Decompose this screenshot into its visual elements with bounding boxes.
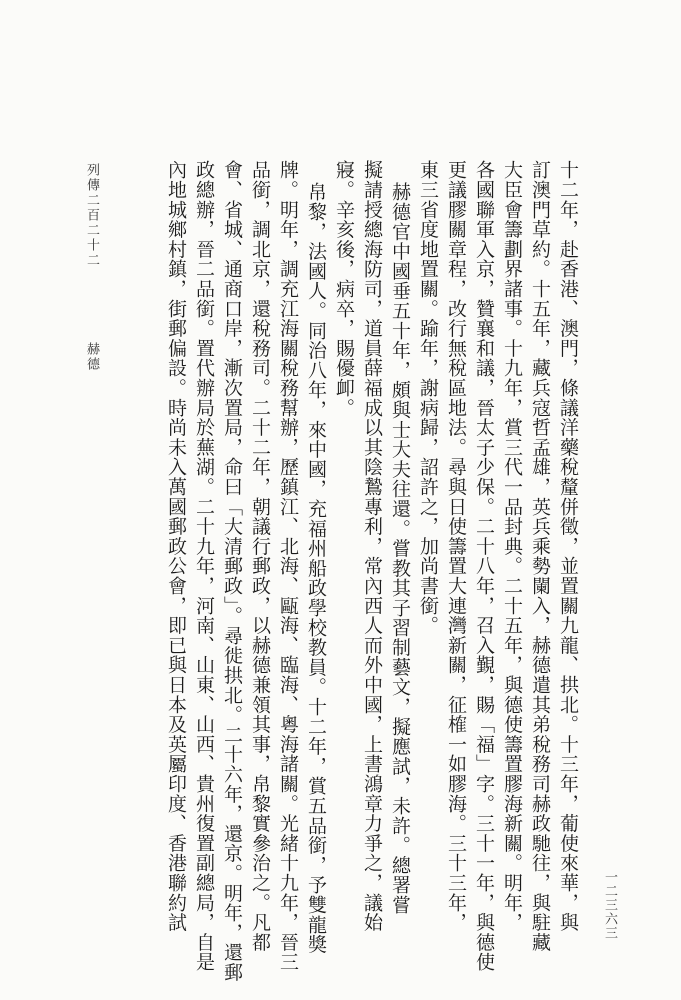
text-column-13: 會、省城、通商口岸，漸次置局，命曰「大清郵政」。尋徙拱北。二十六年，還京。明年，還郵 [221,160,243,983]
text-column-1: 十二年，赴香港、澳門，條議洋藥稅釐併徵，並置關九龍、拱北。十三年，葡使來華，與 [557,160,579,933]
text-column-10: 帛黎，法國人。同治八年，來中國，充福州船政學校教員。十二年，賞五品銜，予雙龍獎 [305,182,327,955]
text-column-4: 各國聯軍入京，贊襄和議，晉太子少保。二十八年，召入覲，賜「福」字。三十一年，與德使 [473,160,495,972]
text-column-15: 內地城鄉村鎮，街郵偏設。時尚未入萬國郵政公會，即已與日本及英屬印度、香港聯約試 [165,160,187,933]
text-column-12: 品銜，調北京，還稅務司。二十二年，朝議行郵政，以赫德兼領其事，帛黎實參治之。凡都 [249,160,271,952]
text-column-8: 擬請授總海防司，道員薛福成以其陰鷙專利，常內西人而外中國，上書鴻章力爭之，議始 [361,160,383,933]
running-head-person: 赫德 [84,342,99,372]
text-column-5: 更議膠關章程，改行無稅區地法。尋與日使籌置大連灣新關，征榷一如膠海。三十三年， [445,160,467,933]
text-column-2: 訂澳門草約。十五年，藏兵寇哲孟雄，英兵乘勢闌入，赫德遣其弟稅務司赫政馳往，與駐藏 [529,160,551,952]
text-column-14: 政總辦，晉二品銜。置代辦局於蕪湖。二十九年，河南、山東、山西、貴州復置副總局，自是 [193,160,215,972]
text-column-11: 牌。明年，調充江海關稅務幫辦，歷鎮江、北海、甌海、臨海、粵海諸關。光緒十九年，晉三 [277,160,299,972]
running-head-book: 列傳二百二十二 [84,163,99,268]
text-column-9: 寢。辛亥後，病卒，賜優卹。 [333,160,355,418]
text-column-3: 大臣會籌劃界諸事。十九年，賞三代一品封典。二十五年，與德使籌置膠海新關。明年， [501,160,523,933]
page-number: 一二三六三 [602,870,617,940]
text-column-6: 東三省度地置關。踰年，謝病歸，詔許之，加尚書銜。 [417,160,439,636]
running-head-title [82,163,101,372]
text-column-7: 赫德官中國垂五十年，頗與士大夫往還。嘗教其子習制藝文，擬應試，未許。總署嘗 [389,182,411,915]
